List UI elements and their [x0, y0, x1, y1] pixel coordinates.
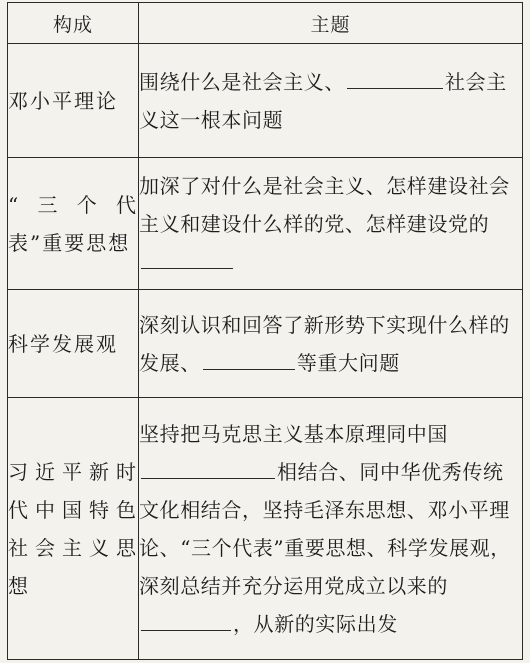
row-name-three-represents: “三个代表”重要思想 — [8, 158, 139, 290]
answer-blank — [141, 248, 233, 269]
answer-blank — [203, 349, 295, 370]
row-name-scientific-development: 科学发展观 — [8, 290, 139, 398]
topic-text: 坚持把马克思主义基本原理同中国 — [139, 421, 448, 446]
row-topic-deng — [139, 44, 523, 158]
topic-text: 加深了对什么是社会主义、怎样建设社会主义和建设什么样的党、怎样建设党的 — [139, 173, 510, 236]
topic-text: 社会主义这一根本问题 — [139, 69, 507, 132]
row-topic-scientific-development — [139, 290, 523, 398]
topic-text: 围绕什么是社会主义、 — [139, 69, 345, 94]
topic-text: 相结合、同中华优秀传统文化相结合，坚持毛泽东思想、邓小平理论、“三个代表”重要思想、科学发展观，深刻总结并充分运用党成立以来的 — [139, 459, 511, 598]
header-theme: 主题 — [139, 3, 523, 44]
row-topic-xi-thought — [139, 398, 523, 660]
table-row — [8, 158, 523, 290]
row-topic-three-represents — [139, 158, 523, 290]
table-row — [8, 290, 523, 398]
row-name-deng: 邓小平理论 — [8, 44, 139, 158]
row-name-xi-thought: 习近平新时代中国特色社会主义思想 — [8, 398, 139, 660]
table-row — [8, 44, 523, 158]
theory-table — [7, 2, 523, 660]
topic-text: ，从新的实际出发 — [233, 611, 398, 636]
topic-text: 深刻认识和回答了新形势下实现什么样的发展、 — [139, 312, 510, 375]
header-composition: 构成 — [8, 3, 139, 44]
topic-text: 等重大问题 — [296, 350, 400, 375]
answer-blank — [347, 68, 443, 89]
answer-blank — [141, 610, 231, 631]
table-row — [8, 398, 523, 660]
table-header-row — [8, 3, 523, 44]
answer-blank — [141, 458, 275, 479]
